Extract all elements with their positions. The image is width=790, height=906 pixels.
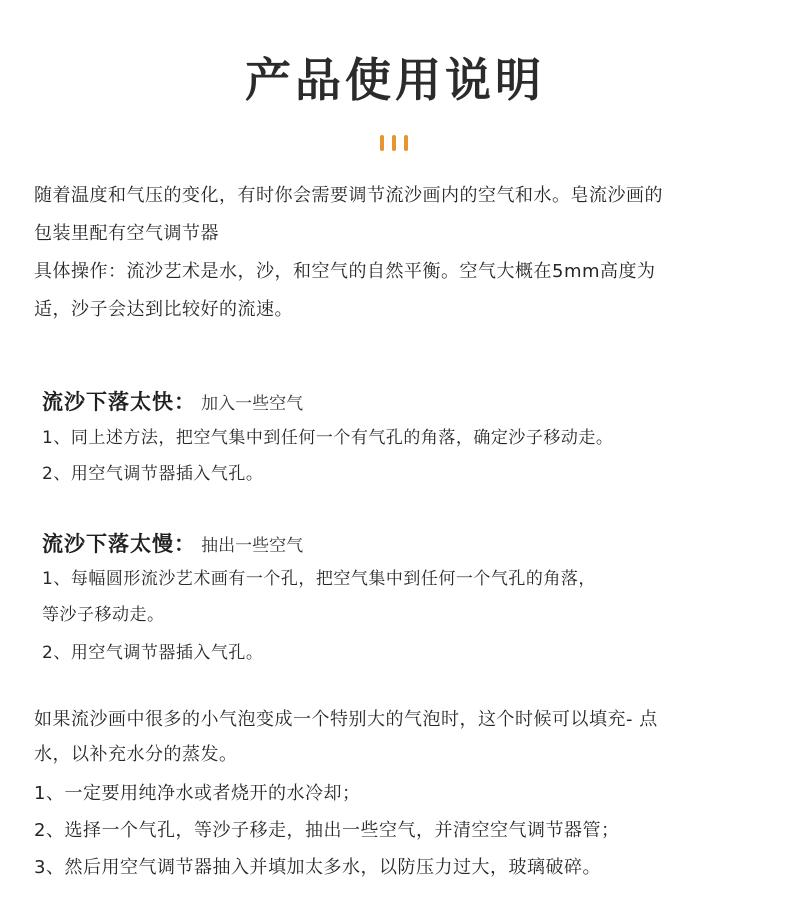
intro-line: 适，沙子会达到比较好的流速。 [34, 299, 293, 320]
fast-heading: 流沙下落太快： [42, 390, 196, 414]
slow-step: 1、每幅圆形流沙艺术画有一个孔，把空气集中到任何一个气孔的角落， [42, 569, 596, 589]
slow-step: 等沙子移动走。 [42, 605, 165, 625]
bubble-line: 水，以补充水分的蒸发。 [34, 744, 238, 765]
bubble-line: 如果流沙画中很多的小气泡变成一个特别大的气泡时，这个时候可以填充- 点 [34, 709, 658, 730]
fast-step: 1、同上述方法，把空气集中到任何一个有气孔的角落，确定沙子移动走。 [42, 428, 614, 448]
intro-line: 包装里配有空气调节器 [34, 223, 219, 244]
fast-section-heading [42, 387, 303, 419]
page-title: 产品使用说明 [245, 53, 545, 107]
slow-step: 2、用空气调节器插入气孔。 [42, 643, 264, 663]
bubble-step: 3、然后用空气调节器抽入并填加太多水，以防压力过大，玻璃破碎。 [34, 857, 601, 878]
accent-bar [380, 135, 384, 151]
slow-subheading: 抽出一些空气 [201, 536, 304, 556]
slow-heading: 流沙下落太慢： [42, 532, 196, 556]
accent-bar [392, 135, 396, 151]
fast-subheading: 加入一些空气 [201, 394, 304, 414]
intro-line: 随着温度和气压的变化，有时你会需要调节流沙画内的空气和水。皂流沙画的 [34, 185, 663, 206]
title-accent-bars [380, 135, 412, 151]
bubble-step: 1、一定要用纯净水或者烧开的水冷却； [34, 783, 361, 804]
slow-section-heading [42, 529, 303, 561]
bubble-step: 2、选择一个气孔，等沙子移走，抽出一些空气，并清空空气调节器管； [34, 820, 620, 841]
accent-bar [404, 135, 408, 151]
intro-line: 具体操作：流沙艺术是水，沙，和空气的自然平衡。空气大概在5mm高度为 [34, 261, 656, 282]
fast-step: 2、用空气调节器插入气孔。 [42, 464, 264, 484]
